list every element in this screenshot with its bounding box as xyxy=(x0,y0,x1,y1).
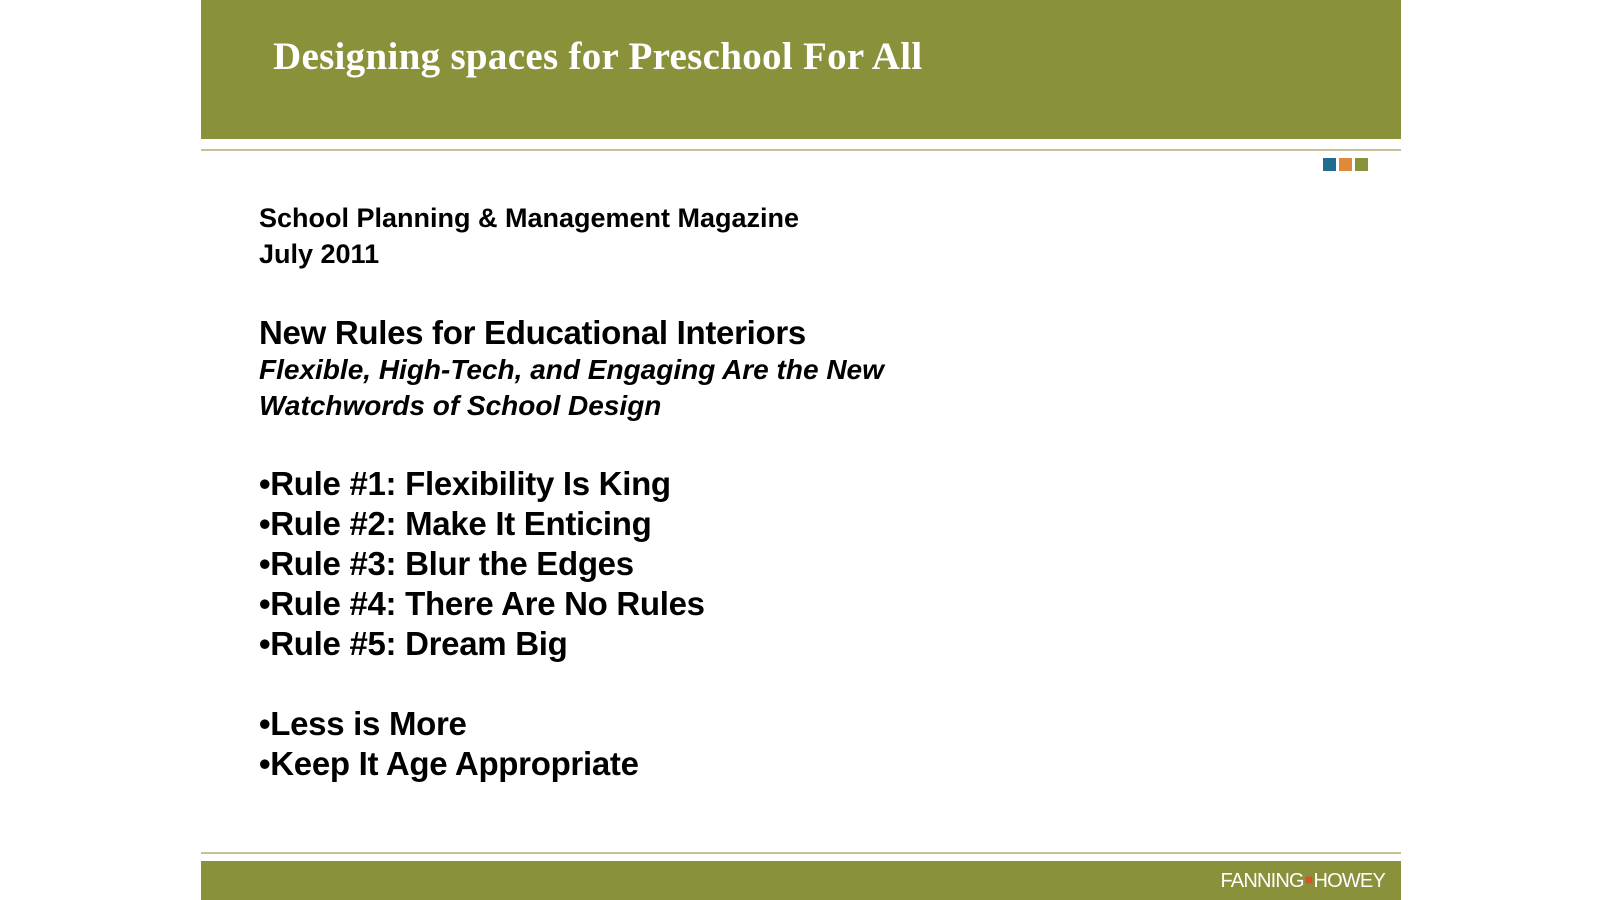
extra-text: Less is More xyxy=(270,705,467,742)
rule-text: Rule #5: Dream Big xyxy=(270,625,568,662)
list-item xyxy=(259,504,1359,544)
slide xyxy=(201,0,1401,900)
slide-title: Designing spaces for Preschool For All xyxy=(273,35,923,78)
article-subtitle: Flexible, High-Tech, and Engaging Are the New Watchwords of School Design xyxy=(259,354,884,421)
bullet-icon: • xyxy=(259,505,271,542)
rules-list xyxy=(259,464,1359,664)
bullet-icon: • xyxy=(259,545,271,582)
bullet-icon: • xyxy=(259,585,271,622)
footer-divider xyxy=(201,852,1401,854)
list-item xyxy=(259,544,1359,584)
rule-text: Rule #1: Flexibility Is King xyxy=(270,465,671,502)
accent-square-blue xyxy=(1323,158,1336,171)
accent-square-orange xyxy=(1339,158,1352,171)
slide-body xyxy=(259,200,1359,784)
footer-band xyxy=(201,861,1401,900)
rule-text: Rule #3: Blur the Edges xyxy=(270,545,634,582)
list-item xyxy=(259,584,1359,624)
article-title: New Rules for Educational Interiors xyxy=(259,314,806,351)
extras-list xyxy=(259,704,1359,784)
list-item xyxy=(259,624,1359,664)
bullet-icon: • xyxy=(259,745,271,782)
list-item xyxy=(259,464,1359,504)
logo-text-right: HOWEY xyxy=(1313,870,1385,892)
header-band xyxy=(201,0,1401,139)
rule-text: Rule #4: There Are No Rules xyxy=(270,585,705,622)
company-logo xyxy=(1220,870,1385,893)
bullet-icon: • xyxy=(259,465,271,502)
bullet-icon: • xyxy=(259,705,271,742)
logo-separator-icon: ■ xyxy=(1304,871,1313,887)
bullet-icon: • xyxy=(259,625,271,662)
logo-text-left: FANNING xyxy=(1220,870,1304,892)
header-divider xyxy=(201,149,1401,151)
list-item xyxy=(259,704,1359,744)
rule-text: Rule #2: Make It Enticing xyxy=(270,505,652,542)
accent-square-green xyxy=(1355,158,1368,171)
extra-text: Keep It Age Appropriate xyxy=(270,745,639,782)
list-item xyxy=(259,744,1359,784)
accent-squares xyxy=(1323,158,1368,171)
source-publication: School Planning & Management Magazine xyxy=(259,203,800,233)
source-date: July 2011 xyxy=(259,239,380,269)
